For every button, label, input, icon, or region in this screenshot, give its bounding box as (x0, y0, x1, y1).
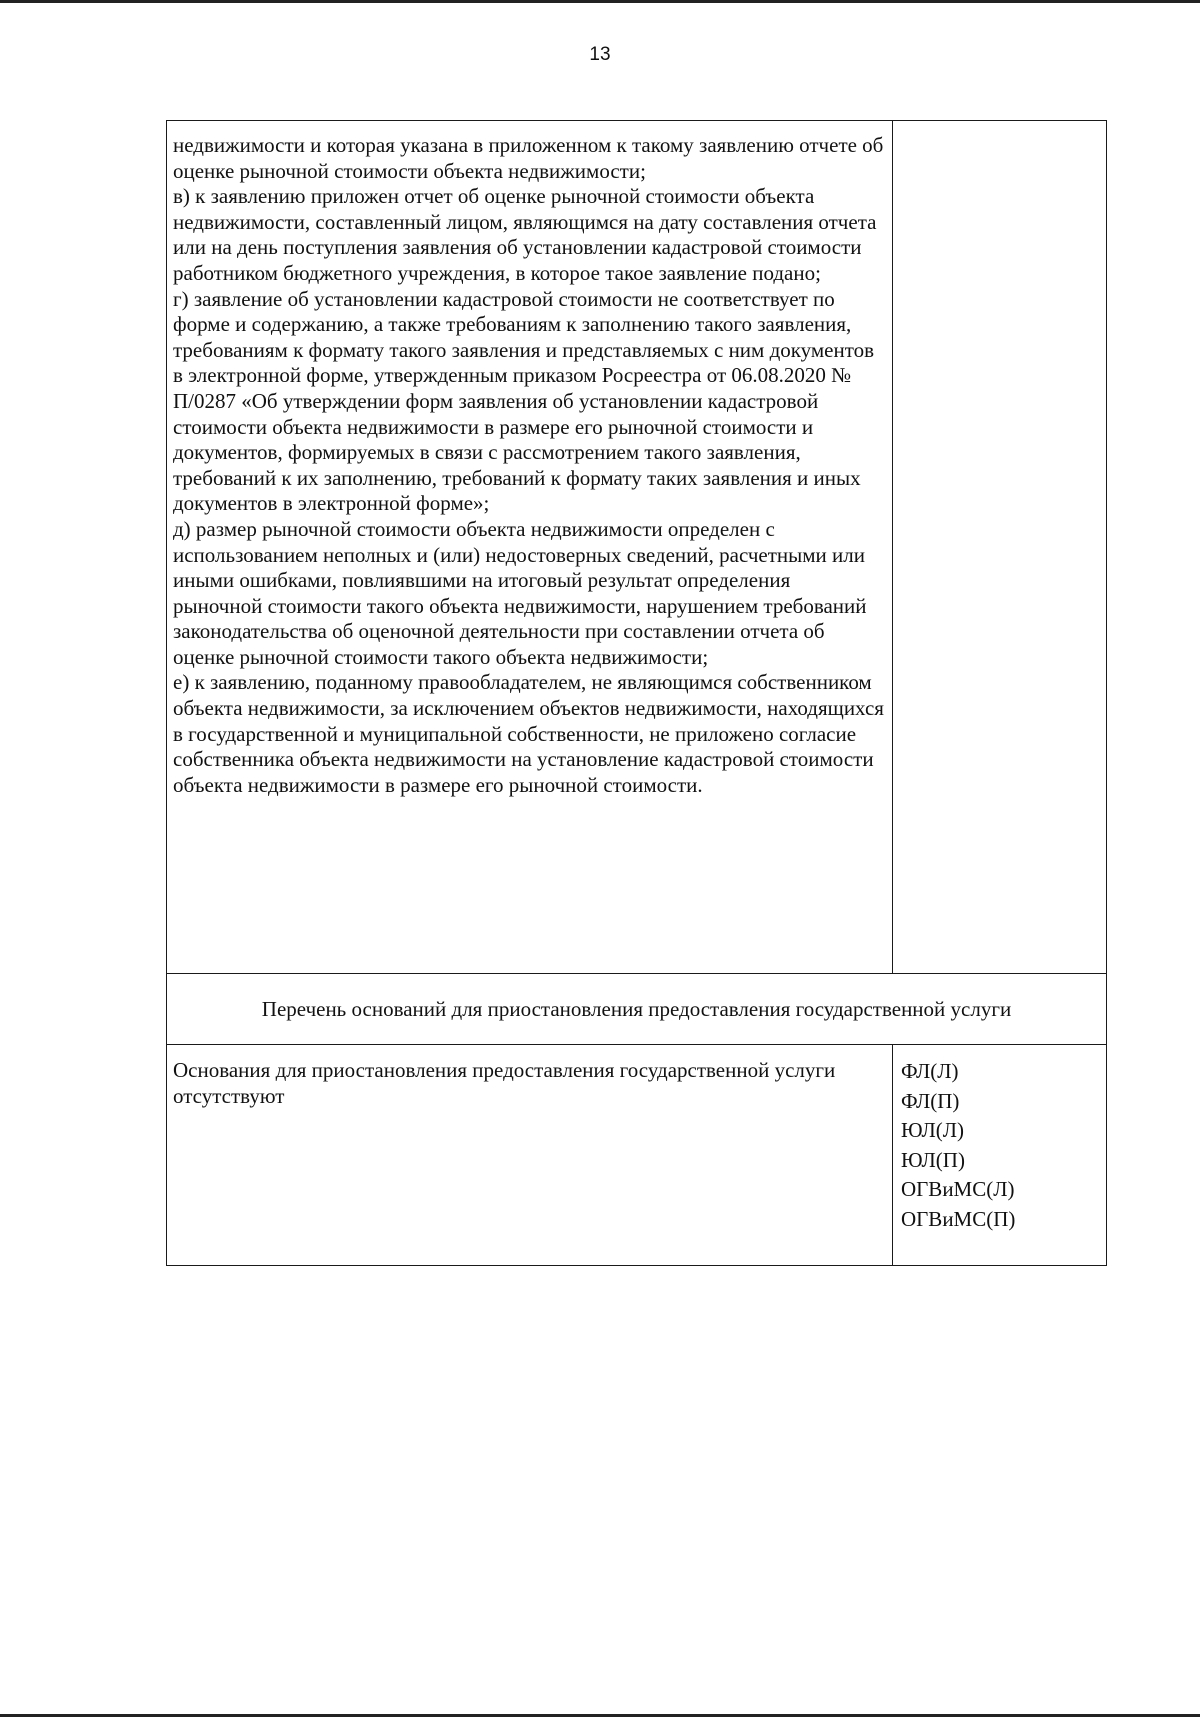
reasons-row (167, 121, 1107, 974)
suspension-text: Основания для приостановления предоставления государственной услуги отсутствуют (173, 1058, 836, 1108)
category-item: ФЛ(П) (901, 1088, 960, 1113)
category-item: ЮЛ(Л) (901, 1118, 965, 1142)
suspension-row (167, 1045, 1107, 1266)
applicant-categories-list (893, 1045, 1106, 1240)
section-header-row (167, 974, 1107, 1045)
bottom-scan-border (0, 1714, 1200, 1717)
reason-paragraph-continuation: недвижимости и которая указана в приложенном к такому заявлению отчете об оценке рыночной стоимости объекта недвижимости; (173, 133, 884, 183)
reason-paragraph-d: д) размер рыночной стоимости объекта недвижимости определен с использованием неполных и (или) недостоверных сведений, расчетными или иными ошибками, повлиявшими на итоговый результат определения рыночной стоимости такого объекта недвижимости, нарушением требований законодательства об оценочной деятельности при составлении отчета об оценке рыночной стоимости такого объекта недвижимости; (173, 516, 867, 669)
reason-paragraph-e: е) к заявлению, поданному правообладателем, не являющимся собственником объекта недвижимости, за исключением объектов недвижимости, находящихся в государственной и муниципальной собственности, не приложено согласие собственника объекта недвижимости на установление кадастровой стоимости объекта недвижимости в размере его рыночной стоимости. (173, 670, 884, 797)
category-item: ЮЛ(П) (901, 1147, 965, 1172)
top-scan-border (0, 0, 1200, 3)
reason-paragraph-v: в) к заявлению приложен отчет об оценке рыночной стоимости объекта недвижимости, составленный лицом, являющимся на дату составления отчета или на день поступления заявления об установлении кадастровой стоимости работником бюджетного учреждения, в которое такое заявление подано; (173, 184, 877, 285)
category-item: ОГВиМС(П) (901, 1206, 1016, 1231)
suspension-section-header: Перечень оснований для приостановления предоставления государственной услуги (167, 974, 1107, 1045)
page-number: 13 (589, 44, 611, 65)
categories-cell (893, 1045, 1107, 1266)
reasons-text (167, 121, 892, 806)
services-table (166, 120, 1107, 1266)
reason-paragraph-g: г) заявление об установлении кадастровой стоимости не соответствует по форме и содержанию, а также требованиям к заполнению такого заявления, требованиям к формату такого заявления и представляемых с ним документов в электронной форме, утвержденным приказом Росреестра от 06.08.2020 № П/0287 «Об утверждении форм заявления об установлении кадастровой стоимости объекта недвижимости в размере его рыночной стоимости и документов, формируемых в связи с рассмотрением такого заявления, требований к их заполнению, требований к формату таких заявления и иных документов в электронной форме»; (173, 286, 875, 516)
suspension-text-cell (167, 1045, 893, 1266)
reasons-side-cell (893, 121, 1107, 974)
category-item: ОГВиМС(Л) (901, 1177, 1015, 1201)
category-item: ФЛ(Л) (901, 1059, 959, 1083)
reasons-cell (167, 121, 893, 974)
